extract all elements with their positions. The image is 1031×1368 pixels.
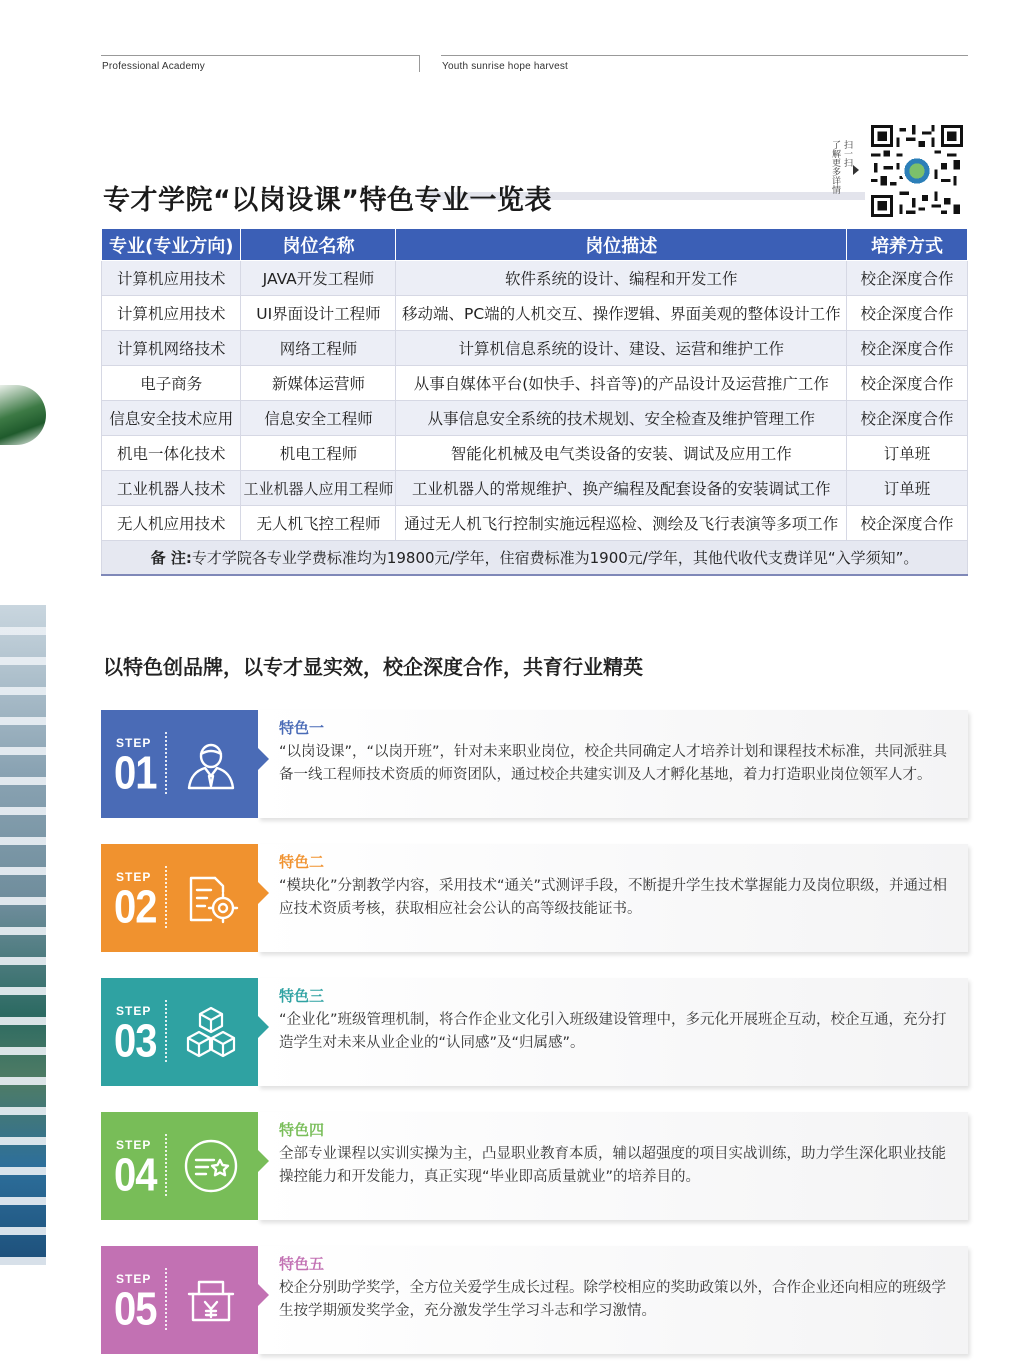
table-row bbox=[102, 436, 968, 471]
table-row bbox=[102, 261, 968, 296]
cell-training-mode: 订单班 bbox=[847, 471, 968, 506]
step-title: 特色一 bbox=[279, 719, 325, 737]
step-text: 全部专业课程以实训实操为主，凸显职业教育本质，辅以超强度的项目实战训练，助力学生深化职业技能操控能力和开发能力，真正实现“毕业即高质量就业”的培养目的。 bbox=[279, 1146, 946, 1185]
cell-description: 通过无人机飞行控制实施远程巡检、测绘及飞行表演等多项工作 bbox=[396, 506, 847, 541]
cell-training-mode: 校企深度合作 bbox=[847, 331, 968, 366]
cell-position: JAVA开发工程师 bbox=[241, 261, 396, 296]
step-divider bbox=[165, 866, 167, 928]
step-title: 特色二 bbox=[279, 853, 325, 871]
step-text: “模块化”分割教学内容，采用技术“通关”式测评手段，不断提升学生技术掌握能力及岗位职级，并通过相应技术资质考核，获取相应社会公认的高等级技能证书。 bbox=[279, 878, 948, 917]
step-card-4 bbox=[101, 1112, 968, 1220]
cell-position: 机电工程师 bbox=[241, 436, 396, 471]
step-text: “企业化”班级管理机制，将合作企业文化引入班级建设管理中，多元化开展班企互动，校企互通，充分打造学生对未来从业企业的“认同感”及“归属感”。 bbox=[279, 1012, 947, 1051]
header-training-mode: 培养方式 bbox=[847, 229, 968, 261]
certificate-gear-icon bbox=[181, 868, 241, 928]
cell-position: 工业机器人应用工程师 bbox=[241, 471, 396, 506]
table-row bbox=[102, 366, 968, 401]
step-tile bbox=[101, 844, 258, 952]
cell-position: UI界面设计工程师 bbox=[241, 296, 396, 331]
decorative-leaf-photo bbox=[0, 385, 46, 445]
step-divider bbox=[165, 1000, 167, 1062]
cell-description: 计算机信息系统的设计、建设、运营和维护工作 bbox=[396, 331, 847, 366]
step-number: 04 bbox=[114, 1150, 157, 1201]
cell-training-mode: 校企深度合作 bbox=[847, 261, 968, 296]
cell-major: 计算机网络技术 bbox=[102, 331, 241, 366]
cell-position: 信息安全工程师 bbox=[241, 401, 396, 436]
cell-major: 计算机应用技术 bbox=[102, 261, 241, 296]
table-note-row bbox=[102, 541, 968, 576]
cell-description: 智能化机械及电气类设备的安装、调试及应用工作 bbox=[396, 436, 847, 471]
qr-arrow-icon bbox=[853, 165, 859, 175]
table-note bbox=[102, 541, 968, 576]
step-tile bbox=[101, 1246, 258, 1354]
table-header-row bbox=[102, 229, 968, 261]
step-pointer bbox=[258, 1150, 269, 1172]
section-slogan: 以特色创品牌，以专才显实效，校企深度合作，共育行业精英 bbox=[103, 655, 643, 679]
note-label: 备 注: bbox=[150, 549, 192, 567]
qr-more-label: 了解更多详情 bbox=[830, 140, 840, 194]
step-label: STEP bbox=[116, 1272, 152, 1286]
cell-major: 机电一体化技术 bbox=[102, 436, 241, 471]
header-major: 专业(专业方向) bbox=[102, 229, 241, 261]
step-text: “以岗设课”，“以岗开班”，针对未来职业岗位，校企共同确定人才培养计划和课程技术标准，共同派驻具备一线工程师技术资质的师资团队，通过校企共建实训及人才孵化基地，着力打造职业岗位领军人才。 bbox=[279, 744, 948, 783]
step-number: 01 bbox=[114, 748, 157, 799]
cell-training-mode: 校企深度合作 bbox=[847, 506, 968, 541]
cell-position: 无人机飞控工程师 bbox=[241, 506, 396, 541]
qr-code[interactable] bbox=[871, 125, 963, 217]
table-row bbox=[102, 471, 968, 506]
step-card-2 bbox=[101, 844, 968, 952]
qr-scan-label: 扫一扫 bbox=[842, 140, 852, 167]
cell-training-mode: 订单班 bbox=[847, 436, 968, 471]
step-card-5 bbox=[101, 1246, 968, 1354]
cell-description: 从事信息安全系统的技术规划、安全检查及维护管理工作 bbox=[396, 401, 847, 436]
cell-position: 新媒体运营师 bbox=[241, 366, 396, 401]
table-row bbox=[102, 296, 968, 331]
step-tile bbox=[101, 710, 258, 818]
step-pointer bbox=[258, 1016, 269, 1038]
page-title: 专才学院“以岗设课”特色专业一览表 bbox=[103, 185, 552, 216]
step-label: STEP bbox=[116, 1004, 152, 1018]
step-tile bbox=[101, 1112, 258, 1220]
step-divider bbox=[165, 1268, 167, 1330]
step-pointer bbox=[258, 1284, 269, 1306]
cell-major: 工业机器人技术 bbox=[102, 471, 241, 506]
star-card-icon bbox=[181, 1136, 241, 1196]
step-title: 特色三 bbox=[279, 987, 325, 1005]
header-left-text: Professional Academy bbox=[102, 61, 205, 72]
step-card-1 bbox=[101, 710, 968, 818]
cell-description: 移动端、PC端的人机交互、操作逻辑、界面美观的整体设计工作 bbox=[396, 296, 847, 331]
table-row bbox=[102, 401, 968, 436]
cell-description: 工业机器人的常规维护、换产编程及配套设备的安装调试工作 bbox=[396, 471, 847, 506]
majors-table bbox=[101, 229, 968, 576]
table-row bbox=[102, 331, 968, 366]
step-tile bbox=[101, 978, 258, 1086]
step-number: 02 bbox=[114, 882, 157, 933]
step-number: 03 bbox=[114, 1016, 157, 1067]
cell-description: 软件系统的设计、编程和开发工作 bbox=[396, 261, 847, 296]
step-label: STEP bbox=[116, 870, 152, 884]
step-pointer bbox=[258, 882, 269, 904]
step-text: 校企分别助学奖学，全方位关爱学生成长过程。除学校相应的奖助政策以外，合作企业还向相应的班级学生按学期颁发奖学金，充分激发学生学习斗志和学习激情。 bbox=[279, 1280, 946, 1319]
yuan-envelope-icon bbox=[181, 1270, 241, 1330]
step-label: STEP bbox=[116, 1138, 152, 1152]
step-divider bbox=[165, 1134, 167, 1196]
cell-major: 无人机应用技术 bbox=[102, 506, 241, 541]
step-divider bbox=[165, 732, 167, 794]
table-row bbox=[102, 506, 968, 541]
step-number: 05 bbox=[114, 1284, 157, 1335]
cell-training-mode: 校企深度合作 bbox=[847, 296, 968, 331]
step-title: 特色五 bbox=[279, 1255, 325, 1273]
qr-caption bbox=[822, 140, 852, 194]
header-description: 岗位描述 bbox=[396, 229, 847, 261]
step-pointer bbox=[258, 748, 269, 770]
decorative-building-photo bbox=[0, 605, 46, 1265]
cell-position: 网络工程师 bbox=[241, 331, 396, 366]
note-text: 专才学院各专业学费标准均为19800元/学年，住宿费标准为1900元/学年，其他代收代支费详见“入学须知”。 bbox=[191, 549, 919, 567]
header-position: 岗位名称 bbox=[241, 229, 396, 261]
header-right-text: Youth sunrise hope harvest bbox=[442, 61, 569, 72]
cell-training-mode: 校企深度合作 bbox=[847, 366, 968, 401]
step-card-3 bbox=[101, 978, 968, 1086]
cell-major: 信息安全技术应用 bbox=[102, 401, 241, 436]
person-tie-icon bbox=[181, 734, 241, 794]
cell-major: 计算机应用技术 bbox=[102, 296, 241, 331]
step-title: 特色四 bbox=[279, 1121, 325, 1139]
step-label: STEP bbox=[116, 736, 152, 750]
cell-description: 从事自媒体平台(如快手、抖音等)的产品设计及运营推广工作 bbox=[396, 366, 847, 401]
header-rule-right bbox=[441, 55, 968, 56]
cubes-icon bbox=[181, 1002, 241, 1062]
cell-major: 电子商务 bbox=[102, 366, 241, 401]
cell-training-mode: 校企深度合作 bbox=[847, 401, 968, 436]
